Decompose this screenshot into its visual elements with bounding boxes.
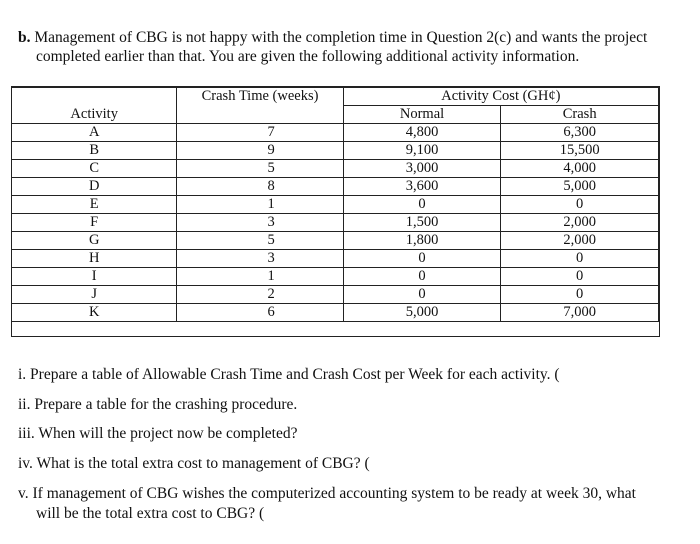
cell-crash-time: 5	[177, 160, 343, 178]
cell-crash-cost: 15,500	[501, 142, 659, 160]
cell-crash-cost: 0	[501, 286, 659, 304]
cell-activity: J	[12, 286, 177, 304]
table-row	[12, 124, 659, 142]
cell-activity: I	[12, 268, 177, 286]
cell-activity: K	[12, 304, 177, 322]
cell-crash-cost: 2,000	[501, 232, 659, 250]
header-normal: Normal	[343, 106, 501, 124]
cell-crash-cost: 0	[501, 268, 659, 286]
question-ii-text: ii. Prepare a table for the crashing procedure.	[18, 396, 298, 413]
question-i	[18, 366, 560, 384]
question-i-text: i. Prepare a table of Allowable Crash Time and Crash Cost per Week for each activity. (	[18, 366, 560, 383]
cell-crash-time: 6	[177, 304, 343, 322]
cell-normal-cost: 3,600	[343, 178, 501, 196]
cell-normal-cost: 1,500	[343, 214, 501, 232]
cell-normal-cost: 0	[343, 286, 501, 304]
question-ii	[18, 396, 297, 414]
header-activity-blank	[12, 88, 177, 106]
header-crash-time: Crash Time (weeks)	[177, 88, 343, 124]
table-row	[12, 250, 659, 268]
intro-text-1: Management of CBG is not happy with the completion time in Question 2(c) and wants the project	[34, 29, 648, 46]
part-label: b.	[18, 29, 31, 46]
cell-activity: G	[12, 232, 177, 250]
cell-activity: C	[12, 160, 177, 178]
intro-line-1	[18, 28, 694, 47]
problem-intro	[18, 28, 694, 66]
cell-crash-cost: 0	[501, 250, 659, 268]
cell-normal-cost: 4,800	[343, 124, 501, 142]
question-iv-text: iv. What is the total extra cost to management of CBG? (	[18, 455, 370, 472]
cell-crash-time: 3	[177, 250, 343, 268]
header-row-1	[12, 88, 659, 106]
cell-activity: H	[12, 250, 177, 268]
table-row	[12, 196, 659, 214]
table-row	[12, 304, 659, 322]
cell-normal-cost: 0	[343, 250, 501, 268]
cell-crash-time: 5	[177, 232, 343, 250]
table-row	[12, 178, 659, 196]
table-row	[12, 160, 659, 178]
header-crash: Crash	[501, 106, 659, 124]
cell-crash-cost: 2,000	[501, 214, 659, 232]
cell-normal-cost: 5,000	[343, 304, 501, 322]
question-iii	[18, 425, 298, 443]
header-activity-cost: Activity Cost (GH¢)	[343, 88, 658, 106]
cell-activity: A	[12, 124, 177, 142]
cell-activity: E	[12, 196, 177, 214]
cell-normal-cost: 9,100	[343, 142, 501, 160]
cell-crash-cost: 7,000	[501, 304, 659, 322]
crash-data-table	[11, 87, 659, 322]
cell-crash-time: 7	[177, 124, 343, 142]
cell-normal-cost: 3,000	[343, 160, 501, 178]
cell-crash-time: 8	[177, 178, 343, 196]
table-row	[12, 286, 659, 304]
cell-crash-cost: 0	[501, 196, 659, 214]
cell-crash-time: 3	[177, 214, 343, 232]
cell-crash-cost: 6,300	[501, 124, 659, 142]
header-activity: Activity	[12, 106, 177, 124]
cell-crash-time: 1	[177, 268, 343, 286]
cell-normal-cost: 0	[343, 268, 501, 286]
table-row	[12, 142, 659, 160]
cell-crash-cost: 5,000	[501, 178, 659, 196]
question-v-text-2: will be the total extra cost to CBG? (	[36, 505, 265, 522]
table-row	[12, 214, 659, 232]
cell-crash-time: 9	[177, 142, 343, 160]
intro-line-2: completed earlier than that. You are given the following additional activity information.	[36, 48, 580, 65]
cell-normal-cost: 1,800	[343, 232, 501, 250]
cell-activity: F	[12, 214, 177, 232]
cell-crash-time: 1	[177, 196, 343, 214]
cell-activity: D	[12, 178, 177, 196]
question-iv	[18, 455, 370, 473]
table-row	[12, 232, 659, 250]
question-iii-text: iii. When will the project now be completed?	[18, 425, 298, 442]
question-v-text-1: v. If management of CBG wishes the computerized accounting system to be ready at week 30, what	[18, 485, 636, 502]
cell-normal-cost: 0	[343, 196, 501, 214]
question-v	[18, 484, 636, 524]
table-row	[12, 268, 659, 286]
cell-crash-time: 2	[177, 286, 343, 304]
cell-crash-cost: 4,000	[501, 160, 659, 178]
cell-activity: B	[12, 142, 177, 160]
